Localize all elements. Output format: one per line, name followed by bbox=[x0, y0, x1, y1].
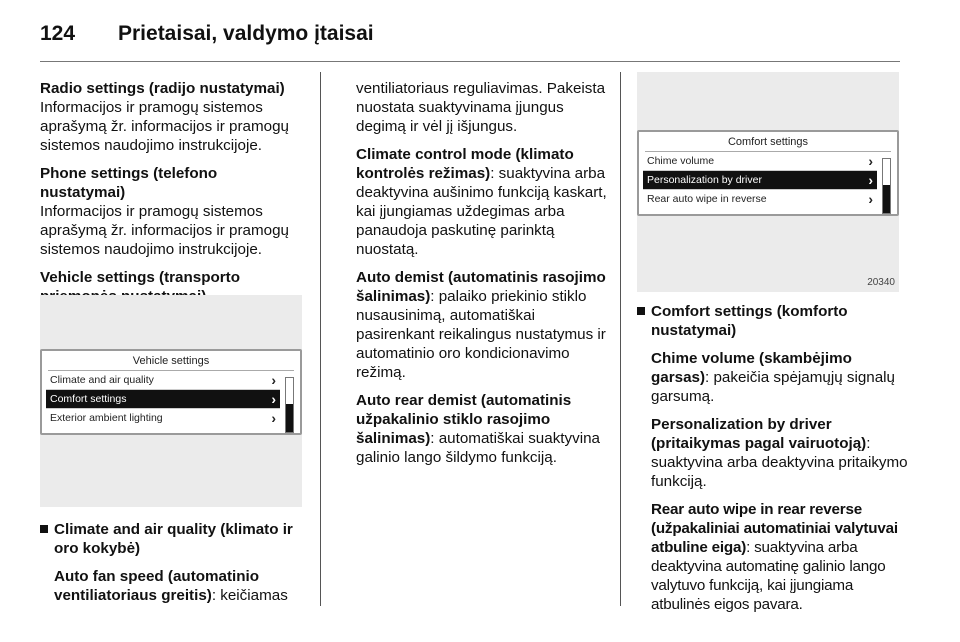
figure-code: 20340 bbox=[867, 277, 895, 288]
menu-item-label: Exterior ambient lighting bbox=[50, 412, 163, 424]
term-entry bbox=[356, 391, 608, 467]
term: Auto demist (automatinis rasojimo šalinimas) bbox=[356, 269, 606, 305]
menu-item-label: Climate and air quality bbox=[50, 374, 154, 386]
scrollbar bbox=[882, 158, 891, 214]
term: Chime volume (skambėjimo garsas) bbox=[651, 350, 852, 386]
term-desc: : suaktyvina arba deaktyvina automatinę galinio lango valytuvo funkciją, kai įjungiama atbulinės eigos pavara. bbox=[651, 539, 886, 613]
chevron-right-icon: › bbox=[271, 391, 276, 407]
menu-item bbox=[643, 190, 877, 209]
menu-item-label: Rear auto wipe in reverse bbox=[647, 193, 767, 205]
menu-item-label: Personalization by driver bbox=[647, 174, 762, 186]
chevron-right-icon: › bbox=[868, 191, 873, 207]
section-heading: Radio settings (radijo nustatymai) bbox=[40, 80, 285, 97]
display-screen bbox=[637, 130, 899, 216]
bullet-square-icon bbox=[637, 307, 645, 315]
scrollbar-thumb bbox=[286, 404, 293, 432]
term-entry bbox=[356, 268, 608, 382]
bullet-square-icon bbox=[40, 525, 48, 533]
section-heading: Vehicle settings (transporto bbox=[40, 269, 241, 286]
term-desc: : automatiškai suaktyvina galinio lango šildymo funkciją. bbox=[356, 430, 600, 466]
text-continuation: ventiliatoriaus reguliavimas. Pakeista nuostata suaktyvinama įjungus degimą ir vėl jį išjungus. bbox=[356, 80, 606, 135]
term-desc: : suaktyvina arba deaktyvina aušinimo funkciją kaskart, kai įjungiamas uždegimas arba panaudoja paskutinę parinktą nuostatą. bbox=[356, 165, 607, 258]
page-title: Prietaisai, valdymo įtaisai bbox=[118, 22, 374, 45]
term-entry bbox=[356, 145, 608, 259]
term-entry bbox=[637, 500, 909, 614]
phone-settings-section bbox=[40, 164, 302, 259]
section-body: Informacijos ir pramogų sistemos aprašymą žr. informacijos ir pramogų sistemos naudojimo instrukcijoje. bbox=[40, 203, 289, 258]
bullet-item bbox=[637, 302, 909, 340]
display-screen bbox=[40, 349, 302, 435]
vehicle-settings-figure bbox=[40, 295, 302, 507]
menu-item-label: Chime volume bbox=[647, 155, 715, 167]
term-desc: : keičiamas bbox=[211, 587, 288, 604]
menu-item-selected bbox=[643, 171, 877, 190]
chevron-right-icon: › bbox=[868, 172, 873, 188]
term-entry bbox=[40, 567, 302, 605]
term: Personalization by driver (pritaikymas pagal vairuotoją) bbox=[651, 416, 867, 452]
menu-item-selected bbox=[46, 390, 280, 409]
chevron-right-icon: › bbox=[271, 410, 276, 426]
comfort-settings-figure bbox=[637, 72, 899, 292]
term-entry bbox=[637, 349, 909, 406]
bullet-heading: Climate and air quality (klimato ir oro kokybė) bbox=[54, 521, 293, 557]
menu-item-label: Comfort settings bbox=[50, 393, 127, 405]
screen-title: Comfort settings bbox=[645, 132, 891, 152]
term: Climate control mode (klimato kontrolės režimas) bbox=[356, 146, 574, 182]
section-body: Informacijos ir pramogų sistemos aprašymą žr. informacijos ir pramogų sistemos naudojimo instrukcijoje. bbox=[40, 99, 289, 154]
header-divider bbox=[40, 61, 900, 62]
section-heading: Phone settings (telefono nustatymai) bbox=[40, 165, 218, 201]
menu-item bbox=[46, 371, 280, 390]
chevron-right-icon: › bbox=[271, 372, 276, 388]
menu-item bbox=[46, 409, 280, 428]
column-divider bbox=[320, 72, 321, 606]
column-left-lower bbox=[40, 520, 302, 605]
column-divider bbox=[620, 72, 621, 606]
term-entry bbox=[637, 415, 909, 491]
page-number: 124 bbox=[40, 22, 76, 45]
screen-title: Vehicle settings bbox=[48, 351, 294, 371]
scrollbar bbox=[285, 377, 294, 433]
bullet-item bbox=[40, 520, 302, 558]
column-right bbox=[637, 302, 909, 623]
term-desc: : suaktyvina arba deaktyvina pritaikymo funkciją. bbox=[651, 435, 908, 490]
term: Auto rear demist (automatinis užpakalinio stiklo rasojimo šalinimas) bbox=[356, 392, 572, 447]
column-middle bbox=[356, 79, 608, 476]
radio-settings-section bbox=[40, 79, 302, 155]
page-header bbox=[40, 14, 374, 54]
term-desc: : palaiko priekinio stiklo nusausinimą, automatiškai pasirenkant reikalingus nustatymus ir automatinio oro kondicionavimo režimą. bbox=[356, 288, 606, 381]
term-desc: : pakeičia spėjamųjų signalų garsumą. bbox=[651, 369, 896, 405]
term: Rear auto wipe in rear reverse (užpakaliniai automatiniai valytuvai atbuline eiga) bbox=[651, 501, 898, 556]
term: Auto fan speed (automatinio ventiliatoriaus greitis) bbox=[54, 568, 260, 604]
scrollbar-thumb bbox=[883, 185, 890, 213]
menu-item bbox=[643, 152, 877, 171]
column-left bbox=[40, 79, 302, 315]
chevron-right-icon: › bbox=[868, 153, 873, 169]
bullet-heading: Comfort settings (komforto nustatymai) bbox=[651, 303, 848, 339]
